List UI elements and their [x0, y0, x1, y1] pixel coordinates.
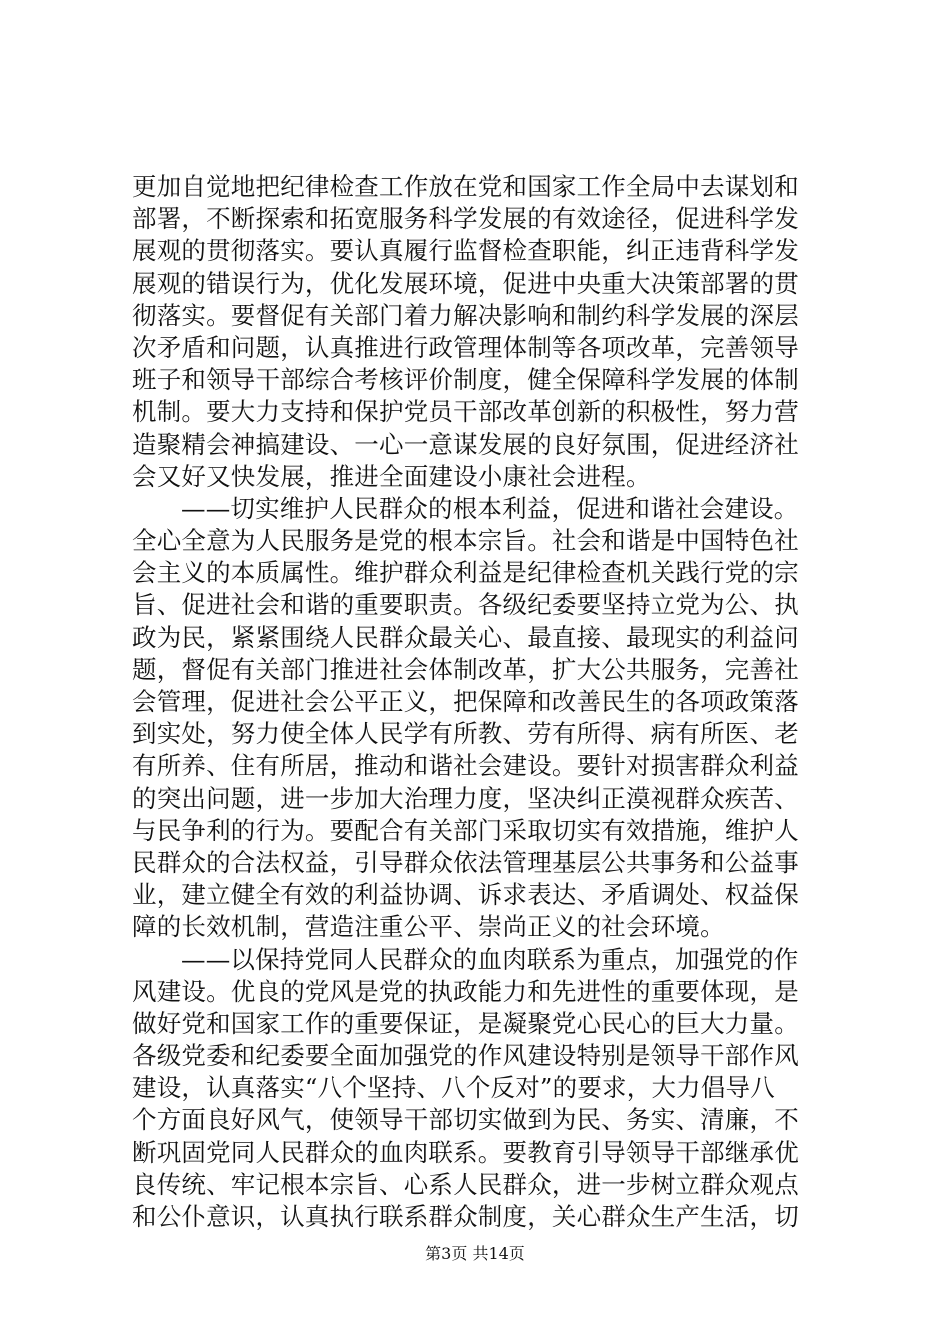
text-line: 会管理，促进社会公平正义，把保障和改善民生的各项政策落	[132, 687, 799, 716]
text-line: 做好党和国家工作的重要保证，是凝聚党心民心的巨大力量。	[132, 1008, 799, 1038]
text-line: 全心全意为人民服务是党的根本宗旨。社会和谐是中国特色社	[132, 526, 799, 556]
text-line: 到实处，努力使全体人民学有所教、劳有所得、病有所医、老	[132, 719, 799, 749]
text-line: 建设，认真落实“八个坚持、八个反对”的要求，大力倡导八	[132, 1073, 775, 1103]
text-line: 会又好又快发展，推进全面建设小康社会进程。	[132, 461, 651, 491]
body-text	[132, 171, 822, 1233]
text-line: 部署，不断探索和拓宽服务科学发展的有效途径，促进科学发	[132, 204, 799, 234]
page-number-footer: 第3页 共14页	[425, 1244, 525, 1263]
text-line: 展观的贯彻落实。要认真履行监督检查职能，纠正违背科学发	[132, 236, 799, 266]
text-line: 机制。要大力支持和保护党员干部改革创新的积极性，努力营	[132, 397, 799, 427]
text-line: 造聚精会神搞建设、一心一意谋发展的良好氛围，促进经济社	[132, 429, 799, 459]
text-line: 各级党委和纪委要全面加强党的作风建设特别是领导干部作风	[132, 1041, 799, 1071]
text-line: 班子和领导干部综合考核评价制度，健全保障科学发展的体制	[132, 365, 799, 395]
text-line: 风建设。优良的党风是党的执政能力和先进性的重要体现，是	[132, 976, 799, 1006]
text-line: 业，建立健全有效的利益协调、诉求表达、矛盾调处、权益保	[132, 880, 799, 910]
text-line: 个方面良好风气，使领导干部切实做到为民、务实、清廉，不	[132, 1105, 799, 1135]
text-line: 彻落实。要督促有关部门着力解决影响和制约科学发展的深层	[132, 300, 799, 330]
text-line: 民群众的合法权益，引导群众依法管理基层公共事务和公益事	[132, 847, 799, 877]
text-line: 政为民，紧紧围绕人民群众最关心、最直接、最现实的利益问	[132, 622, 799, 652]
text-line: 与民争利的行为。要配合有关部门采取切实有效措施，维护人	[132, 815, 799, 845]
text-line: 旨、促进社会和谐的重要职责。各级纪委要坚持立党为公、执	[132, 590, 799, 620]
text-line: 次矛盾和问题，认真推进行政管理体制等各项改革，完善领导	[132, 332, 799, 362]
text-line: 有所养、住有所居，推动和谐社会建设。要针对损害群众利益	[132, 751, 799, 781]
text-line: 题，督促有关部门推进社会体制改革，扩大公共服务，完善社	[132, 654, 799, 684]
text-line: 更加自觉地把纪律检查工作放在党和国家工作全局中去谋划和	[132, 172, 799, 201]
paragraph-start-line: ——以保持党同人民群众的血肉联系为重点，加强党的作	[181, 944, 799, 974]
text-line: 展观的错误行为，优化发展环境，促进中央重大决策部署的贯	[132, 268, 799, 298]
text-line: 良传统、牢记根本宗旨、心系人民群众，进一步树立群众观点	[132, 1169, 799, 1199]
text-line: 会主义的本质属性。维护群众利益是纪律检查机关践行党的宗	[132, 558, 799, 588]
text-line: 断巩固党同人民群众的血肉联系。要教育引导领导干部继承优	[132, 1137, 799, 1167]
text-line: 障的长效机制，营造注重公平、崇尚正义的社会环境。	[132, 912, 725, 942]
text-line: 的突出问题，进一步加大治理力度，坚决纠正漠视群众疾苦、	[132, 783, 799, 813]
text-line: 和公仆意识，认真执行联系群众制度，关心群众生产生活，切	[132, 1202, 799, 1231]
paragraph-start-line: ——切实维护人民群众的根本利益，促进和谐社会建设。	[181, 493, 799, 523]
